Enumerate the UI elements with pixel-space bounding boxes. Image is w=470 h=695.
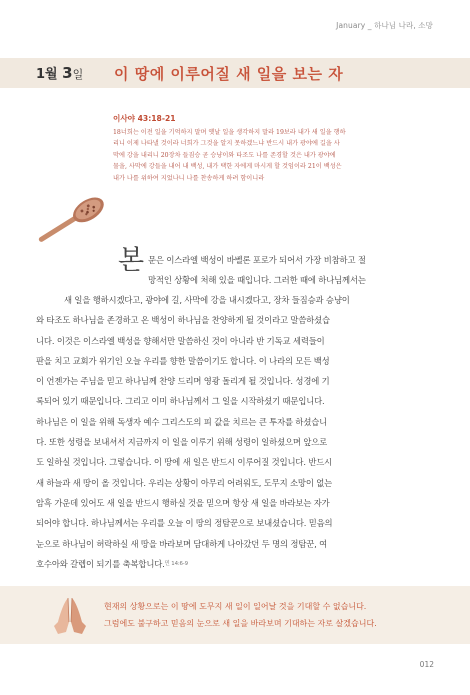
date-month: 1월	[36, 67, 58, 82]
body-line: 되어야 합니다. 하나님께서는 우리를 오늘 이 땅의 정탐꾼으로 보내셨습니다. 믿음의	[36, 518, 333, 529]
scripture-citation: 민 14:6-9	[164, 560, 188, 567]
body-line: 와 타조도 하나님을 존경하고 온 백성이 하나님을 찬양하게 될 것이라고 말씀하셨습	[36, 315, 330, 326]
body-line: 록되어 있기 때문입니다. 그리고 이미 하나님께서 그 일을 시작하셨기 때문입니다.	[36, 396, 325, 407]
body-intro	[148, 250, 438, 291]
scripture-text	[113, 127, 413, 184]
prayer-line: 그럼에도 불구하고 믿음의 눈으로 새 일을 바라보며 기대하는 자로 살겠습니다.	[104, 619, 377, 628]
last-line-text: 호수아와 갈렙이 되기를 축복합니다.	[36, 558, 165, 569]
scripture-line: 막에 강을 내리니 20장차 들짐승 곧 승냥이와 타조도 나를 존경할 것은 내가 광야에	[113, 151, 336, 159]
scripture-line: 18너희는 이전 일을 기억하지 말며 옛날 일을 생각하지 말라 19보라 내가 새 일을 행하	[113, 129, 346, 136]
body-line: 니다. 이것은 이스라엘 백성을 향해서만 말씀하신 것이 아니라 반 기독교 세력들이	[36, 335, 325, 346]
scripture-line: 내가 나를 위하여 지었나니 나를 찬송하게 하려 함이니라	[113, 174, 265, 182]
wooden-spoon-icon	[28, 196, 112, 248]
dropcap: 본	[118, 245, 145, 276]
scripture-reference: 이사야 43:18-21	[113, 114, 176, 123]
page-title: 이 땅에 이루어질 새 일을 보는 자	[114, 65, 344, 83]
body-line: 문은 이스라엘 백성이 바벨론 포로가 되어서 가장 비참하고 절	[148, 255, 366, 265]
page-number: 012	[419, 660, 434, 669]
praying-hands-icon	[46, 592, 94, 640]
body-line: 망적인 상황에 처해 있을 때입니다. 그러한 때에 하나님께서는	[148, 275, 366, 286]
body-line: 새 일을 행하시겠다고, 광야에 길, 사막에 강을 내시겠다고, 장차 들짐승과 승냥이	[64, 295, 350, 305]
date-day: 3	[62, 64, 73, 82]
body-line-last	[36, 554, 436, 574]
body-line: 암흑 가운데 있어도 새 일을 반드시 행하실 것을 믿으며 항상 새 일을 바라보는 자가	[36, 497, 330, 508]
body-line: 판을 치고 교회가 위기인 오늘 우리를 향한 말씀이기도 합니다. 이 나라의 모든 백성	[36, 355, 330, 366]
body-line: 다. 또한 성령을 보내셔서 지금까지 이 일을 이루기 위해 성령이 일하셨으며 앞으로	[36, 437, 328, 448]
prayer-line: 현재의 상황으로는 이 땅에 도무지 새 일이 일어날 것을 기대할 수 없습니다.	[104, 602, 367, 611]
scripture-line: 리니 이제 나타낼 것이라 너희가 그것을 알지 못하겠느냐 반드시 내가 광야에 길을 사	[113, 140, 340, 148]
body-line: 눈으로 하나님이 허락하실 새 땅을 바라보며 담대하게 나아갔던 두 명의 정탐꾼, 여	[36, 538, 328, 549]
body-line: 하나님은 이 일을 위해 독생자 예수 그리스도의 피 값을 치르는 큰 투자를 하셨습니	[36, 416, 328, 427]
date-label	[36, 63, 83, 82]
running-head: January _ 하나님 나라, 소망	[336, 21, 433, 30]
body-line: 도 일하실 것입니다. 그렇습니다. 이 땅에 새 일은 반드시 이루어질 것입니다. 반드시	[36, 457, 333, 468]
date-unit: 일	[72, 68, 84, 81]
prayer-text	[104, 598, 444, 632]
body-line: 새 하늘과 새 땅이 올 것입니다. 우리는 상황이 아무리 어려워도, 도무지 소망이 없는	[36, 477, 333, 488]
body-text	[36, 290, 436, 574]
body-line: 이 언젠가는 주님을 믿고 하나님께 찬양 드리며 영광 돌리게 될 것입니다. 성경에 기	[36, 376, 330, 387]
scripture-line: 물을, 사막에 강들을 내어 내 백성, 내가 택한 자에게 마시게 할 것임이라 21이 백성은	[113, 163, 342, 171]
